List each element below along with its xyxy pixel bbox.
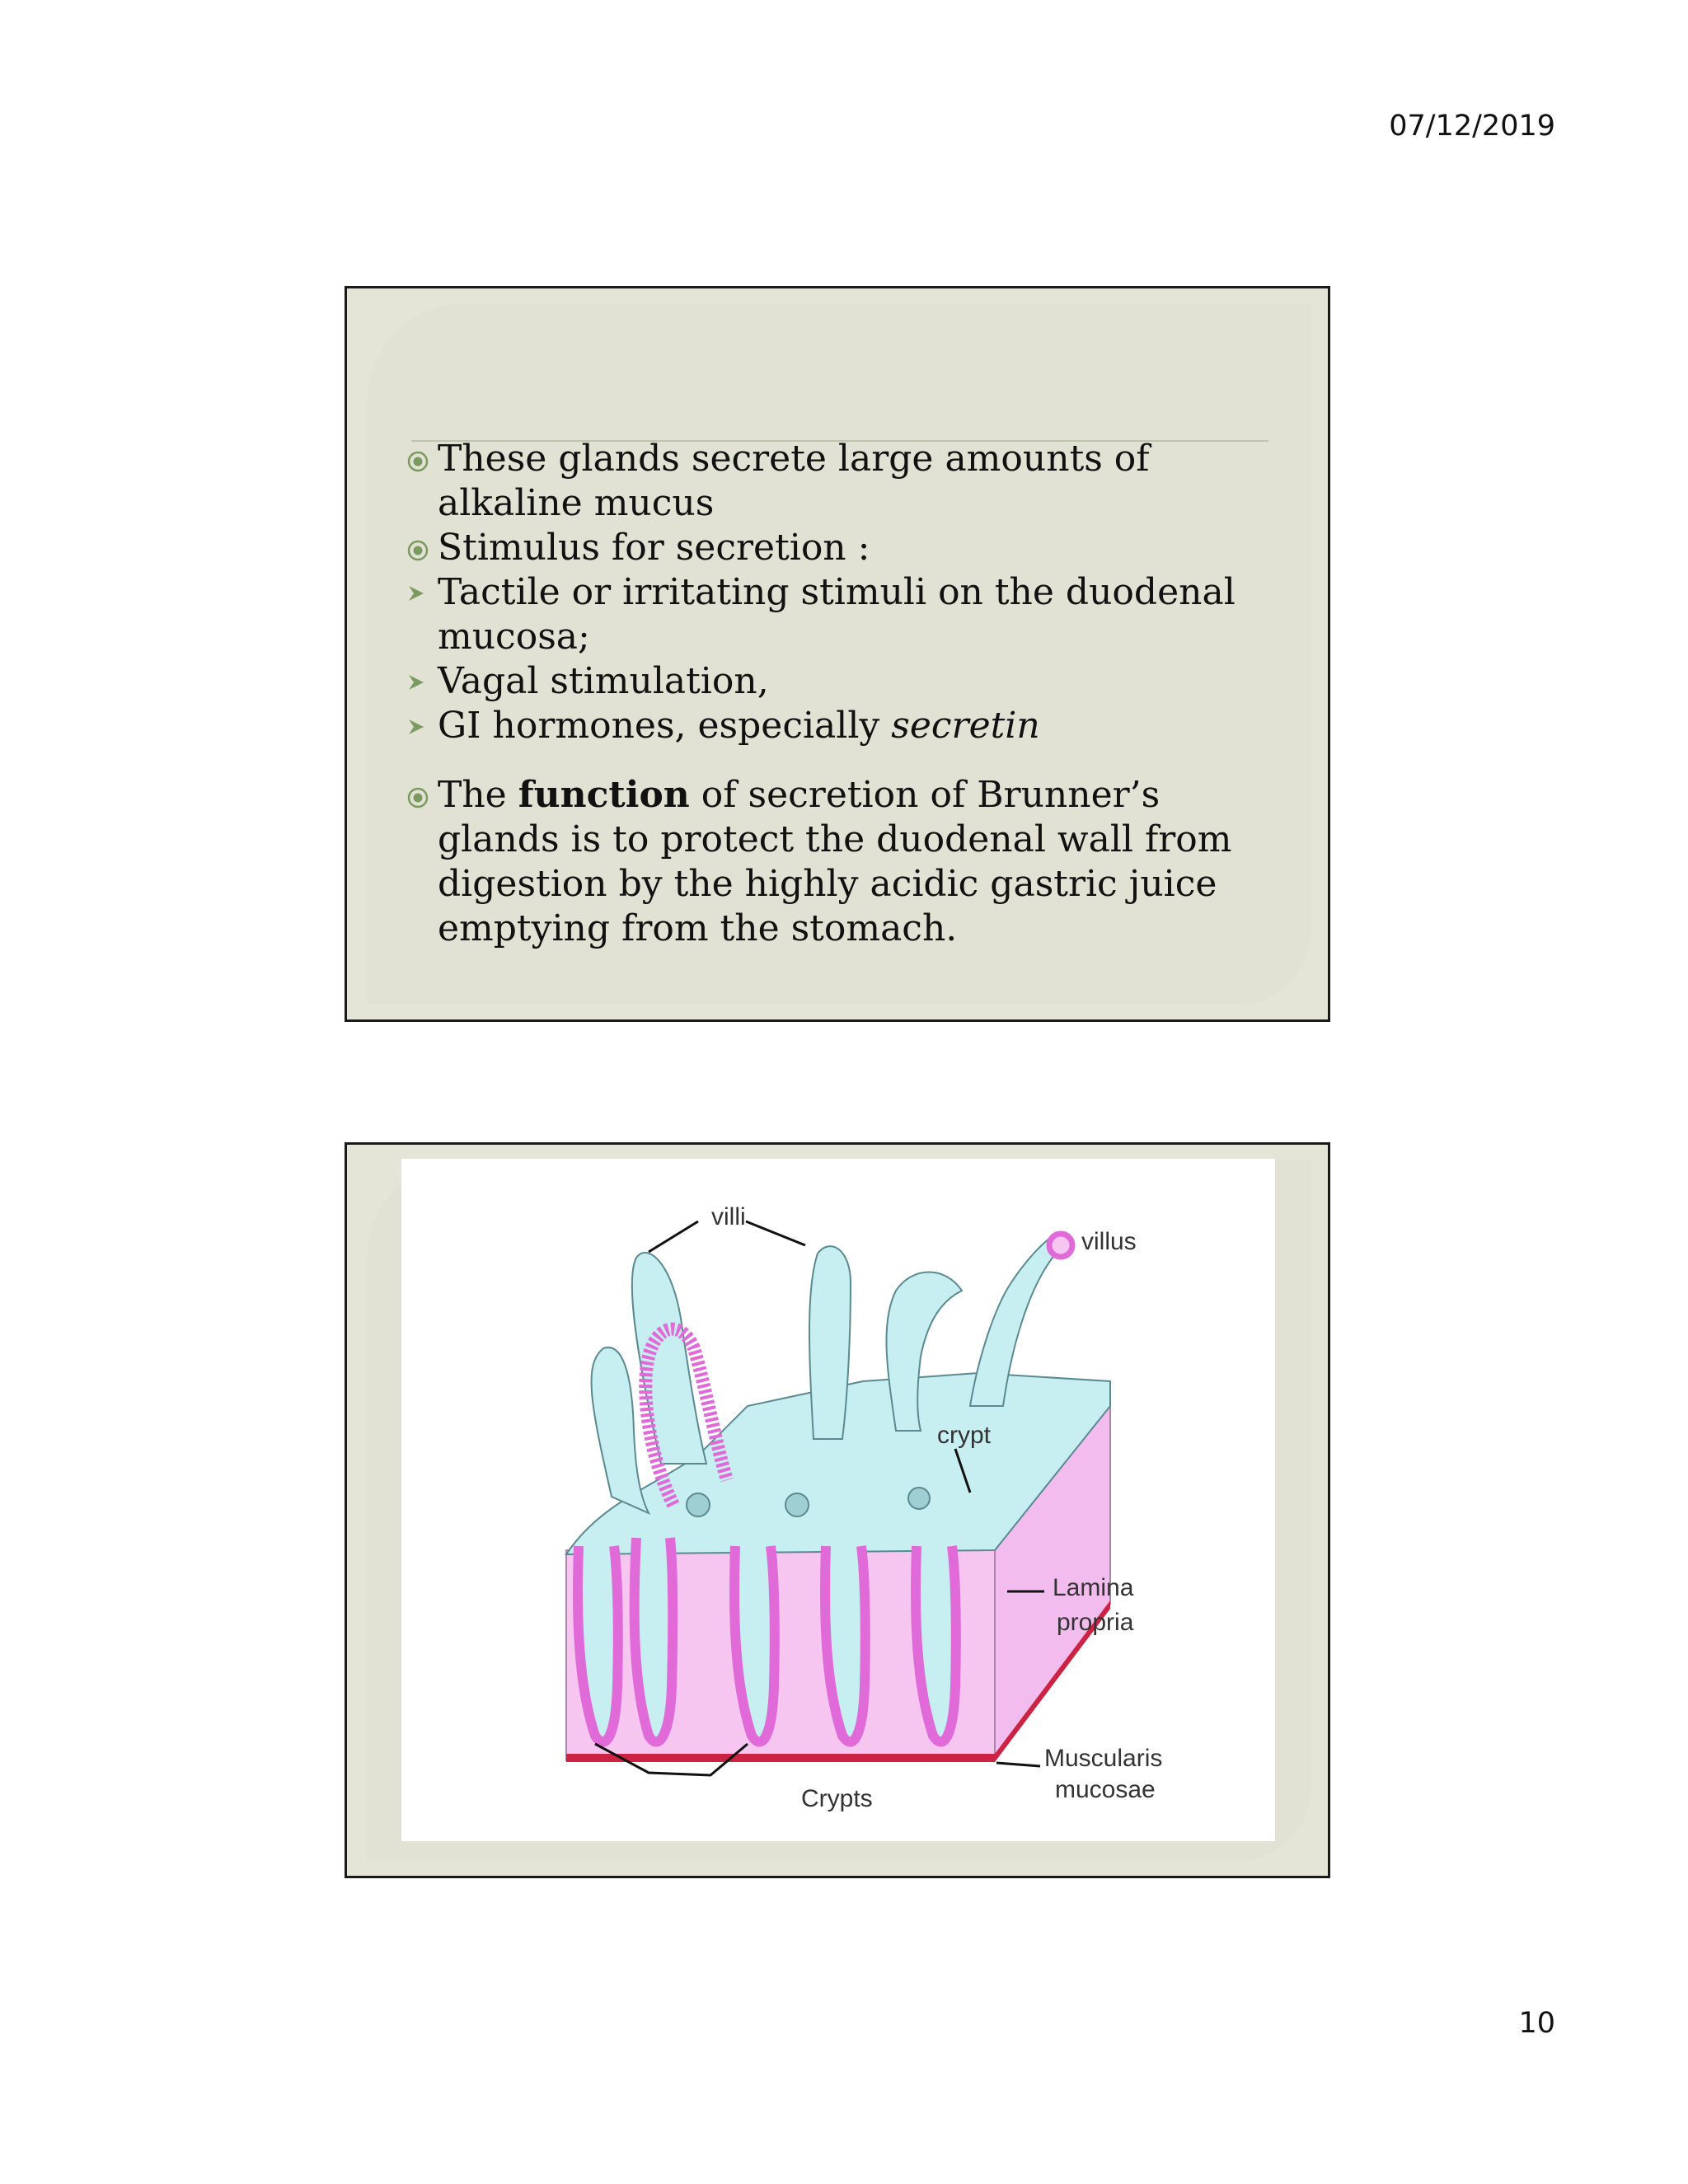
bullet-text: Tactile or irritating stimuli on the duodenal mucosa; bbox=[438, 571, 1236, 658]
crypt-tube bbox=[916, 1546, 956, 1742]
bullet-text: The bbox=[438, 774, 518, 816]
bullet-item bbox=[405, 704, 1278, 748]
bullet-text-bold: function bbox=[518, 774, 690, 816]
crypt-section bbox=[687, 1493, 710, 1516]
bullet-text: Vagal stimulation, bbox=[438, 660, 769, 702]
villus-ring bbox=[1049, 1234, 1072, 1257]
villus-shape bbox=[592, 1347, 649, 1513]
bullet-text: Stimulus for secretion : bbox=[438, 527, 870, 569]
bullet-text-italic: secretin bbox=[891, 705, 1040, 747]
bullet-item bbox=[405, 570, 1278, 659]
bullet-item bbox=[405, 526, 1278, 570]
label-muscularis: Muscularis bbox=[1044, 1745, 1163, 1772]
circle-bullet-icon bbox=[405, 526, 434, 570]
label-crypt: crypt bbox=[937, 1422, 992, 1449]
slide-diagram bbox=[345, 1142, 1330, 1878]
circle-bullet-icon bbox=[405, 773, 434, 818]
circle-bullet-icon bbox=[405, 437, 434, 481]
label-mucosae: mucosae bbox=[1055, 1776, 1156, 1803]
page-number: 10 bbox=[1518, 2007, 1555, 2040]
bullet-text: GI hormones, especially bbox=[438, 705, 892, 747]
bullet-item bbox=[405, 773, 1278, 951]
arrow-bullet-icon bbox=[405, 704, 434, 748]
crypt-tube bbox=[825, 1546, 865, 1742]
slide-text bbox=[345, 286, 1330, 1022]
label-crypts: Crypts bbox=[801, 1785, 873, 1812]
crypt-tube bbox=[635, 1538, 673, 1742]
label-villi: villi bbox=[711, 1203, 746, 1230]
label-propria: propria bbox=[1057, 1609, 1134, 1636]
bullet-list bbox=[405, 437, 1278, 951]
villus-shape bbox=[809, 1246, 851, 1439]
label-villus: villus bbox=[1081, 1228, 1137, 1255]
crypt-section bbox=[785, 1493, 809, 1516]
diagram-image bbox=[401, 1159, 1275, 1841]
arrow-bullet-icon bbox=[405, 570, 434, 615]
bullet-text: These glands secrete large amounts of alkaline mucus bbox=[438, 438, 1150, 524]
crypt-tube bbox=[734, 1546, 775, 1742]
crypt-tube bbox=[578, 1546, 618, 1742]
muscularis-band bbox=[566, 1754, 995, 1762]
label-lamina: Lamina bbox=[1053, 1574, 1134, 1601]
arrow-bullet-icon bbox=[405, 659, 434, 704]
muscularis-leader-line bbox=[996, 1763, 1040, 1766]
bullet-text: of secretion of Brunner’s glands is to protect the duodenal wall from digestion by the highly acidic gastric juice emptying from the stomach. bbox=[438, 774, 1232, 949]
bullet-item bbox=[405, 437, 1278, 526]
crypt-section bbox=[908, 1488, 930, 1509]
bullet-item bbox=[405, 659, 1278, 704]
page-date: 07/12/2019 bbox=[1389, 110, 1555, 143]
